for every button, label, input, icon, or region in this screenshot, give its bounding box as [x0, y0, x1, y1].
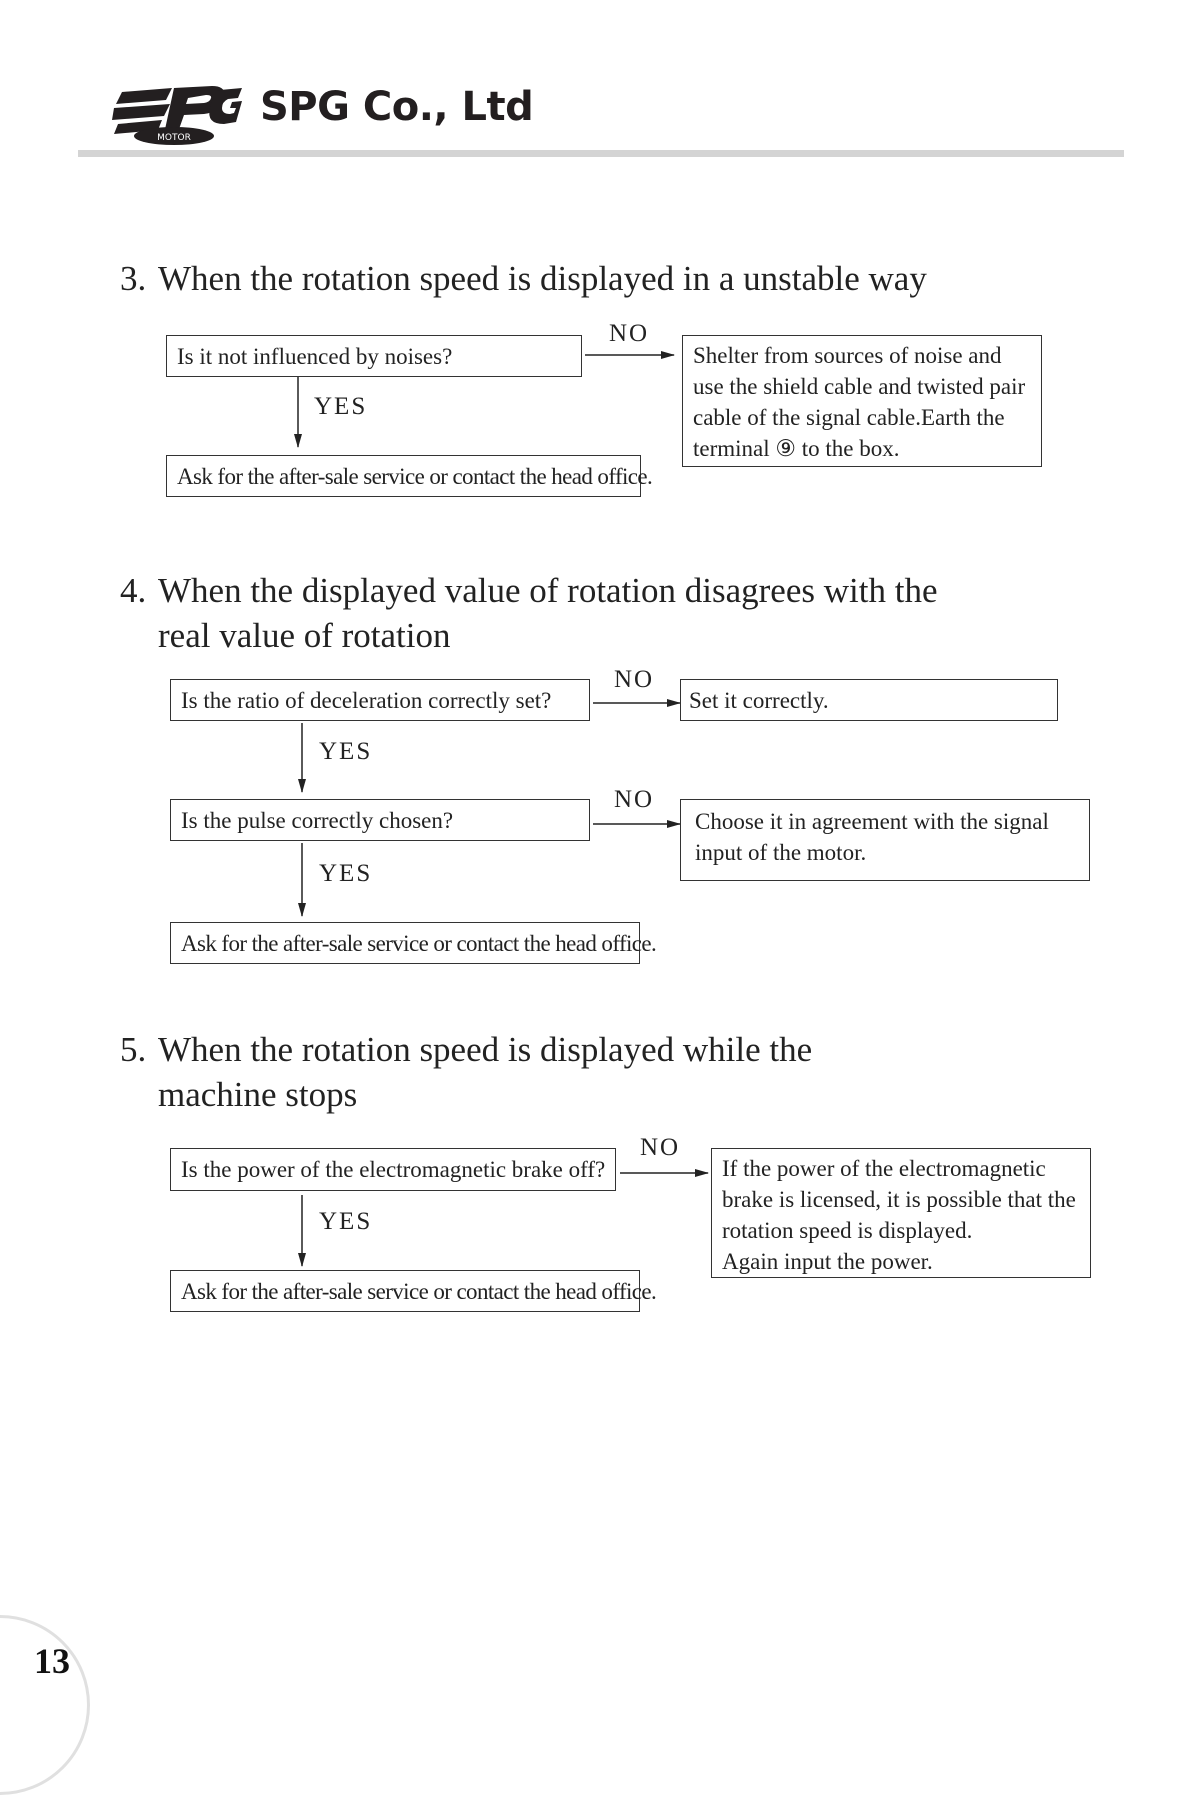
s4-question1-box: Is the ratio of deceleration correctly set? [170, 679, 590, 721]
s5-yes-label: YES [319, 1208, 373, 1235]
s4-question2-box: Is the pulse correctly chosen? [170, 799, 590, 841]
s4-yes1-label: YES [319, 738, 373, 765]
answer-line: use the shield cable and twisted pair [693, 374, 1026, 399]
s4-yes2-label: YES [319, 860, 373, 887]
answer-line: terminal ⑨ to the box. [693, 436, 900, 461]
s3-no-label: NO [609, 320, 650, 347]
s3-answer-box [682, 335, 1042, 467]
section-4-heading: 4. When the displayed value of rotation disagrees with the real value of rotation [120, 571, 938, 655]
s3-ask-box: Ask for the after-sale service or contact the head office. [166, 455, 641, 497]
s5-ask-box: Ask for the after-sale service or contact the head office. [170, 1270, 640, 1312]
s4-no1-label: NO [614, 666, 655, 693]
s4-answer2-box [680, 799, 1090, 881]
s3-question-box: Is it not influenced by noises? [166, 335, 582, 377]
answer-line: cable of the signal cable.Earth the [693, 405, 1005, 430]
answer-line: input of the motor. [695, 840, 867, 865]
s4-no2-label: NO [614, 786, 655, 813]
answer-line: Choose it in agreement with the signal [695, 809, 1049, 834]
answer-line: Again input the power. [722, 1249, 933, 1274]
answer-line: Shelter from sources of noise and [693, 343, 1002, 368]
section-5-heading: 5. When the rotation speed is displayed while the machine stops [120, 1030, 813, 1114]
s4-answer1-box: Set it correctly. [680, 679, 1058, 721]
s5-answer-box [711, 1148, 1091, 1278]
answer-line: rotation speed is displayed. [722, 1218, 973, 1243]
s4-ask-box: Ask for the after-sale service or contact the head office. [170, 922, 640, 964]
svg-text:MOTOR: MOTOR [157, 133, 191, 143]
company-name: SPG Co., Ltd [260, 84, 534, 130]
section-3-heading: 3. When the rotation speed is displayed in a unstable way [120, 259, 927, 298]
answer-line: brake is licensed, it is possible that the [722, 1187, 1076, 1212]
s3-yes-label: YES [314, 393, 368, 420]
s5-no-label: NO [640, 1134, 681, 1161]
page-number: 13 [34, 1641, 70, 1681]
s5-question-box: Is the power of the electromagnetic brake off? [170, 1148, 616, 1191]
answer-line: If the power of the electromagnetic [722, 1156, 1046, 1181]
